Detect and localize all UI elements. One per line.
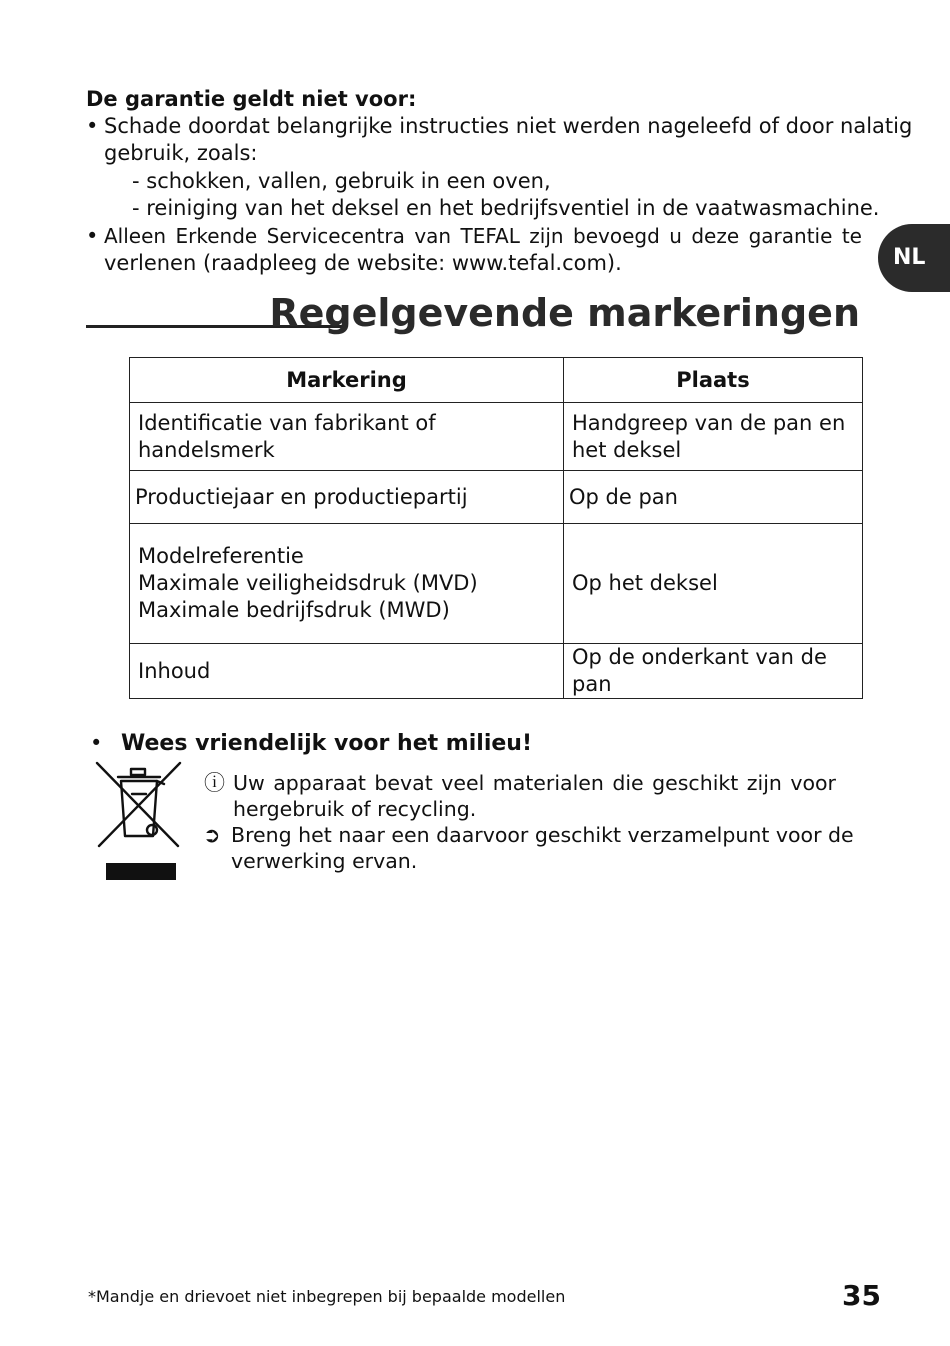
table-row	[130, 644, 863, 699]
environment-action-line-2: verwerking ervan.	[231, 849, 418, 873]
warranty-bullet-1-line-1: Schade doordat belangrijke instructies niet werden nageleefd of door nalatig	[104, 114, 913, 138]
cell-line: het deksel	[572, 437, 682, 462]
cell-line: Maximale bedrijfsdruk (MWD)	[138, 598, 450, 622]
warranty-sub-item-1: - schokken, vallen, gebruik in een oven,	[132, 169, 551, 193]
table-cell-marking	[130, 644, 564, 699]
page-number: 35	[842, 1279, 881, 1312]
cell-line: Productiejaar en productiepartij	[135, 484, 468, 509]
table-cell-place	[564, 644, 863, 699]
environment-info-line-1: Uw apparaat bevat veel materialen die geschikt zijn voor	[233, 771, 836, 795]
table-cell-marking	[130, 471, 564, 524]
cell-line: Op de pan	[569, 484, 678, 509]
cell-line: Handgreep van de pan en	[572, 410, 846, 435]
table-row	[130, 403, 863, 471]
cell-line: Op de onderkant van de pan	[572, 645, 827, 696]
language-tab-label: NL	[893, 245, 926, 270]
table-cell-marking	[130, 403, 564, 471]
cell-line: Op het deksel	[572, 571, 718, 595]
footnote: *Mandje en drievoet niet inbegrepen bij bepaalde modellen	[88, 1287, 566, 1306]
markings-table	[129, 357, 863, 699]
warranty-bullet-2-line-2: verlenen (raadpleeg de website: www.tefal.com).	[104, 251, 622, 275]
crossed-out-wheelie-bin-icon	[94, 760, 184, 884]
warranty-heading: De garantie geldt niet voor:	[86, 87, 417, 111]
table-header-row	[130, 358, 863, 403]
cell-line: Modelreferentie	[138, 544, 304, 568]
section-title: Regelgevende markeringen	[269, 291, 860, 335]
table-header-place: Plaats	[564, 358, 863, 403]
language-tab	[878, 224, 950, 292]
warranty-bullet-2-line-1: Alleen Erkende Servicecentra van TEFAL zijn bevoegd u deze garantie te	[104, 224, 862, 248]
cell-line: Maximale veiligheidsdruk (MVD)	[138, 571, 478, 595]
bullet-icon: •	[86, 114, 99, 138]
arrow-right-icon: ➲	[203, 823, 221, 847]
bullet-icon: •	[86, 224, 99, 248]
cell-line: Identificatie van fabrikant of handelsmerk	[138, 410, 436, 462]
warranty-sub-item-2: - reiniging van het deksel en het bedrijfsventiel in de vaatwasmachine.	[132, 196, 880, 220]
table-header-marking: Markering	[130, 358, 564, 403]
table-cell-place	[564, 471, 863, 524]
environment-heading: Wees vriendelijk voor het milieu!	[121, 731, 532, 756]
cell-line: Inhoud	[138, 658, 211, 683]
table-row	[130, 471, 863, 524]
bullet-icon: •	[90, 731, 103, 755]
table-row	[130, 524, 863, 644]
table-cell-place	[564, 524, 863, 644]
table-cell-marking	[130, 524, 564, 644]
environment-info-line-2: hergebruik of recycling.	[233, 797, 477, 821]
warranty-bullet-1-line-2: gebruik, zoals:	[104, 141, 258, 165]
environment-action-line-1: Breng het naar een daarvoor geschikt verzamelpunt voor de	[231, 823, 854, 847]
info-icon: ⓘ	[204, 771, 225, 795]
table-cell-place	[564, 403, 863, 471]
